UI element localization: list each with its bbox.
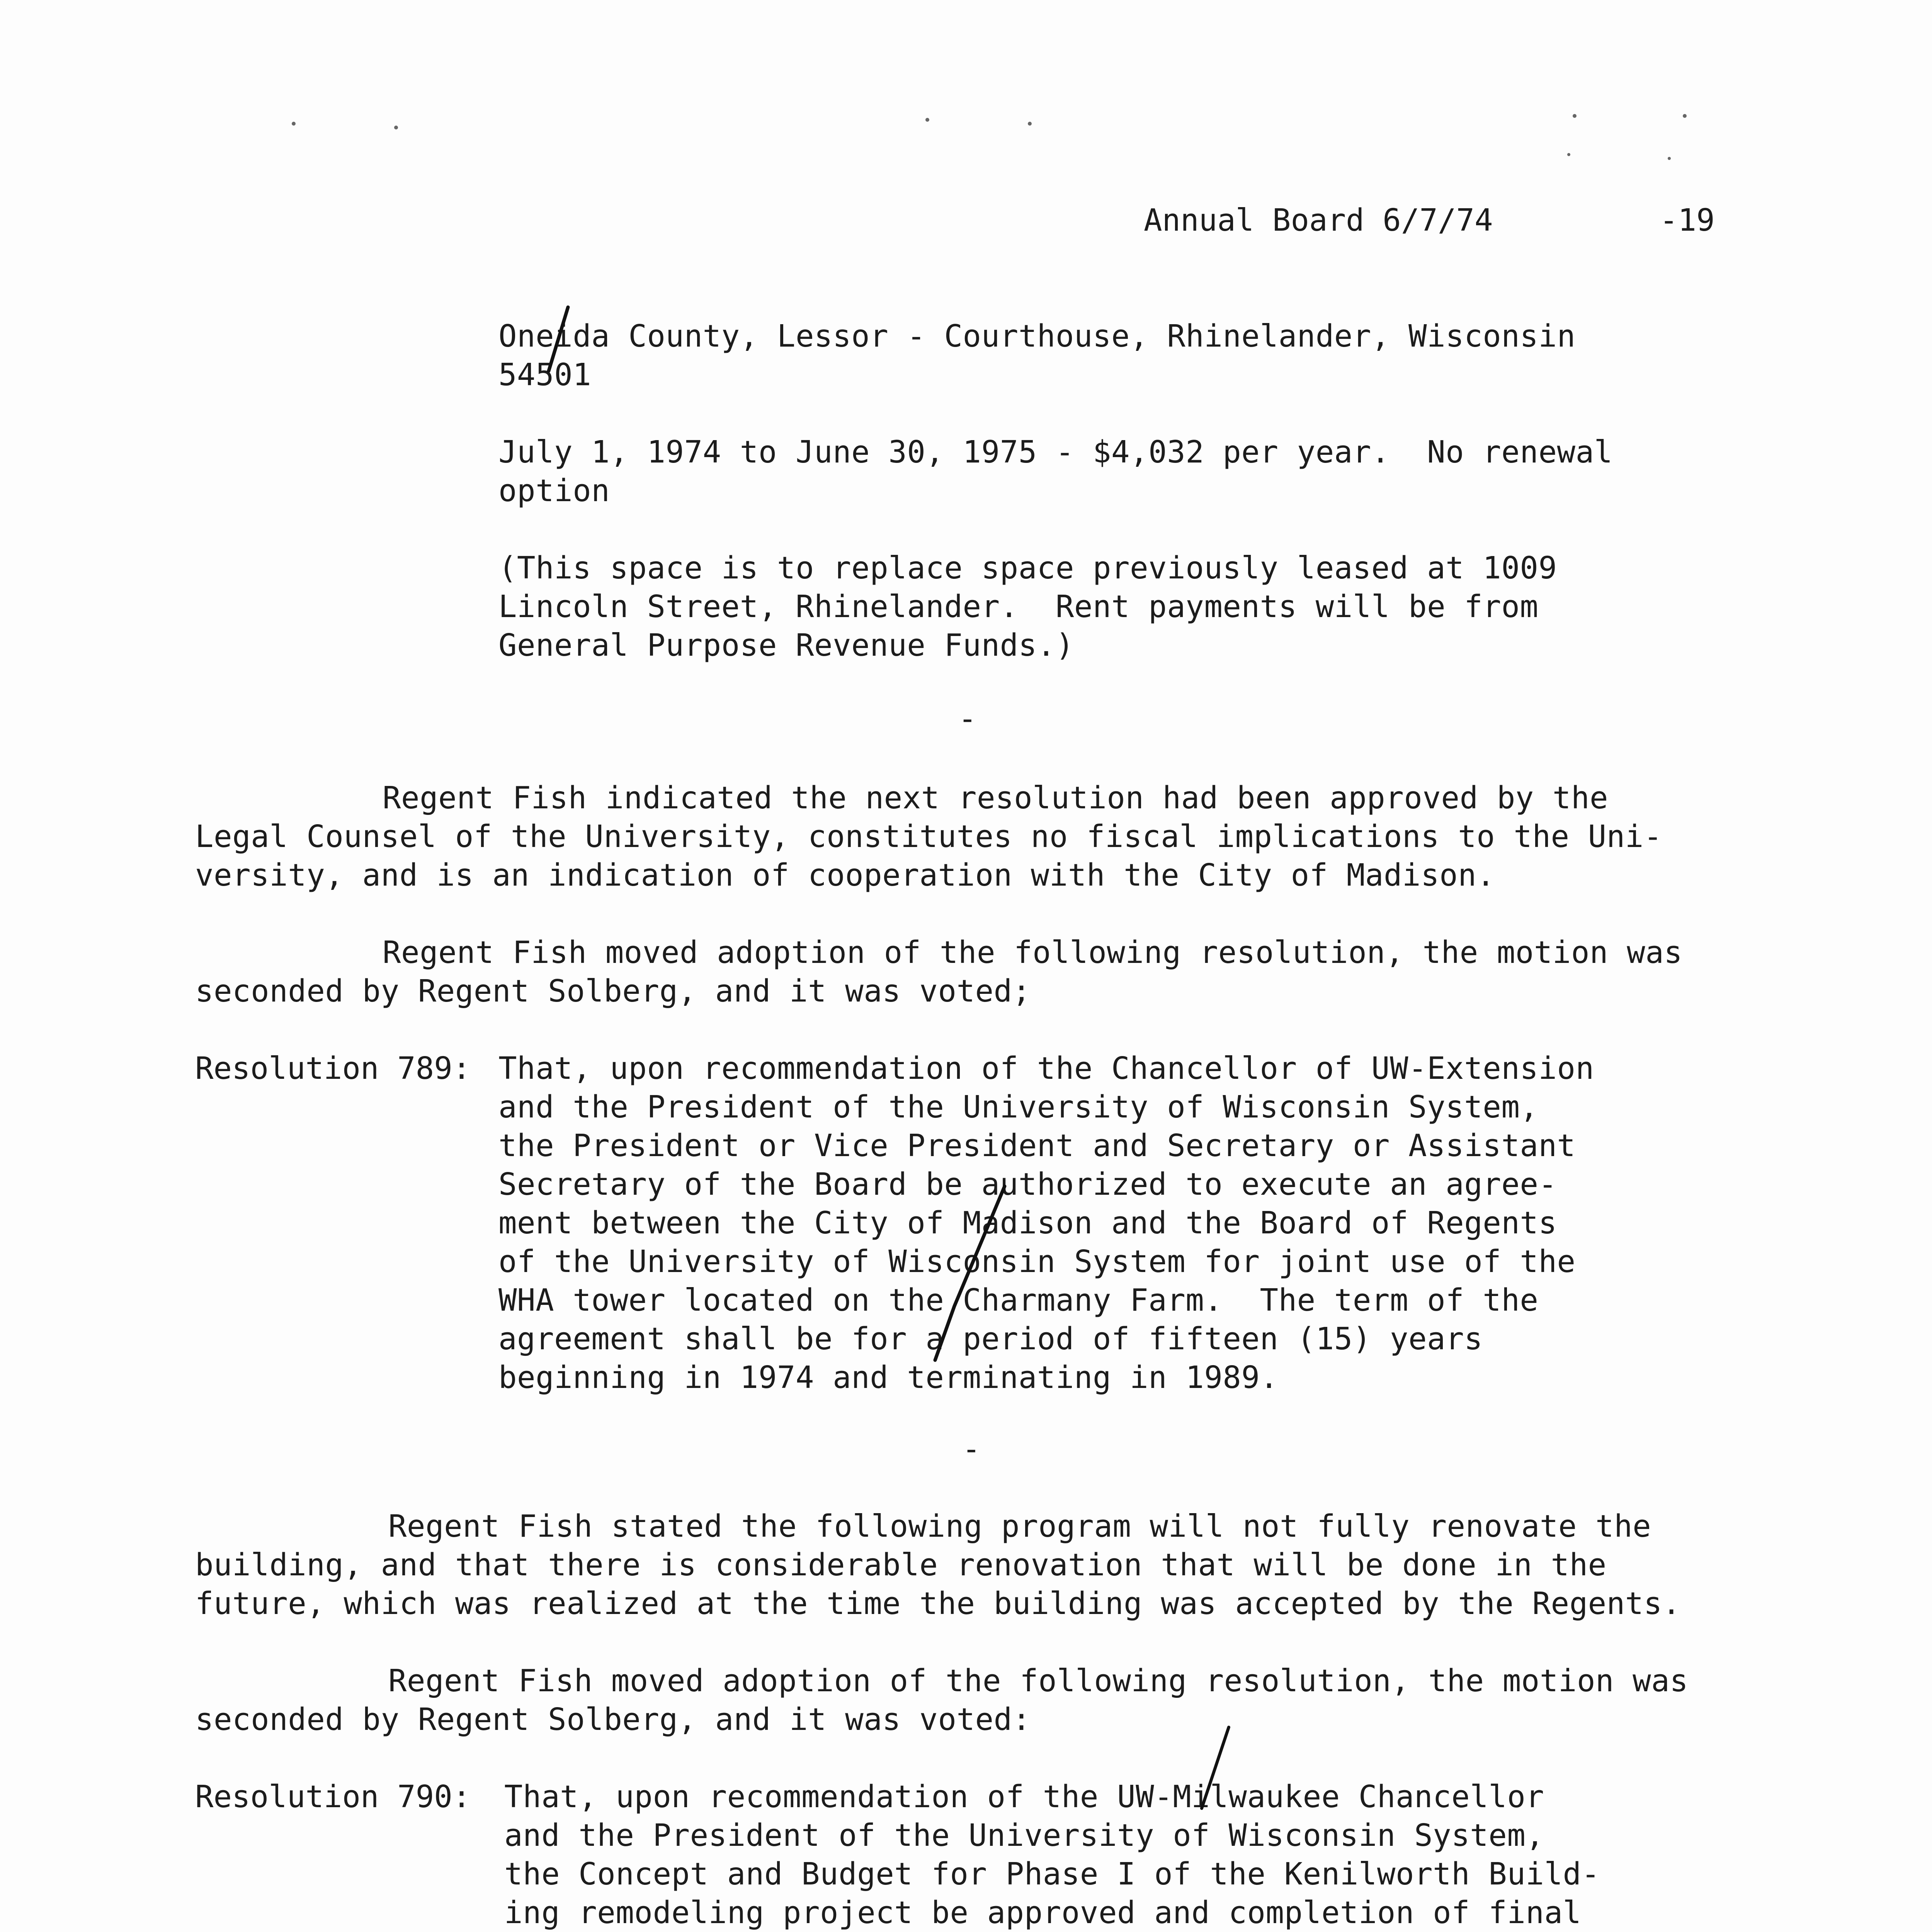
lease-line: option — [498, 473, 610, 509]
paragraph-line: versity, and is an indication of cooperation with the City of Madison. — [195, 857, 1495, 893]
resolution-789-line: agreement shall be for a period of fifteen (15) years — [498, 1321, 1483, 1357]
paragraph-line: building, and that there is considerable renovation that will be done in the — [195, 1547, 1607, 1583]
resolution-789-line: beginning in 1974 and terminating in 1989. — [498, 1360, 1279, 1395]
resolution-789-line: Secretary of the Board be authorized to execute an agree- — [498, 1167, 1557, 1202]
lease-line: (This space is to replace space previously leased at 1009 — [498, 550, 1557, 586]
lease-line: July 1, 1974 to June 30, 1975 - $4,032 per year. No renewal — [498, 434, 1613, 470]
section-separator: - — [962, 1431, 981, 1467]
resolution-790-line: That, upon recommendation of the UW-Milwaukee Chancellor — [504, 1779, 1544, 1815]
resolution-790-line: the Concept and Budget for Phase I of the Kenilworth Build- — [504, 1856, 1600, 1892]
lease-line: Oneida County, Lessor - Courthouse, Rhinelander, Wisconsin — [498, 318, 1576, 354]
resolution-789-line: WHA tower located on the Charmany Farm. The term of the — [498, 1282, 1539, 1318]
resolution-789-line: of the University of Wisconsin System for joint use of the — [498, 1244, 1576, 1279]
page-header-title: Annual Board 6/7/74 — [1144, 202, 1493, 238]
resolution-790-line: and the President of the University of Wisconsin System, — [504, 1818, 1544, 1853]
resolution-790-line: ing remodeling project be approved and completion of final — [504, 1895, 1582, 1930]
paragraph-line: Legal Counsel of the University, constitutes no fiscal implications to the Uni- — [195, 819, 1662, 854]
page-header-number: -19 — [1660, 202, 1715, 238]
resolution-790-label: Resolution 790: — [195, 1779, 471, 1815]
paragraph-line: seconded by Regent Solberg, and it was voted: — [195, 1702, 1031, 1737]
lease-line: Lincoln Street, Rhinelander. Rent payments will be from — [498, 589, 1539, 624]
paragraph-line: Regent Fish stated the following program will not fully renovate the — [388, 1509, 1651, 1544]
resolution-789-line: ment between the City of Madison and the Board of Regents — [498, 1205, 1557, 1241]
lease-line: General Purpose Revenue Funds.) — [498, 628, 1074, 663]
resolution-789-label: Resolution 789: — [195, 1051, 471, 1086]
paragraph-line: Regent Fish moved adoption of the following resolution, the motion was — [383, 935, 1683, 970]
resolution-789-line: and the President of the University of Wisconsin System, — [498, 1089, 1539, 1125]
lease-line: 54501 — [498, 357, 592, 393]
section-separator: - — [958, 701, 977, 736]
resolution-789-line: That, upon recommendation of the Chancellor of UW-Extension — [498, 1051, 1594, 1086]
paragraph-line: Regent Fish moved adoption of the following resolution, the motion was — [388, 1663, 1689, 1699]
resolution-789-line: the President or Vice President and Secretary or Assistant — [498, 1128, 1576, 1163]
paragraph-line: future, which was realized at the time the building was accepted by the Regents. — [195, 1586, 1681, 1621]
paragraph-line: seconded by Regent Solberg, and it was voted; — [195, 973, 1031, 1009]
paragraph-line: Regent Fish indicated the next resolution had been approved by the — [383, 780, 1609, 816]
